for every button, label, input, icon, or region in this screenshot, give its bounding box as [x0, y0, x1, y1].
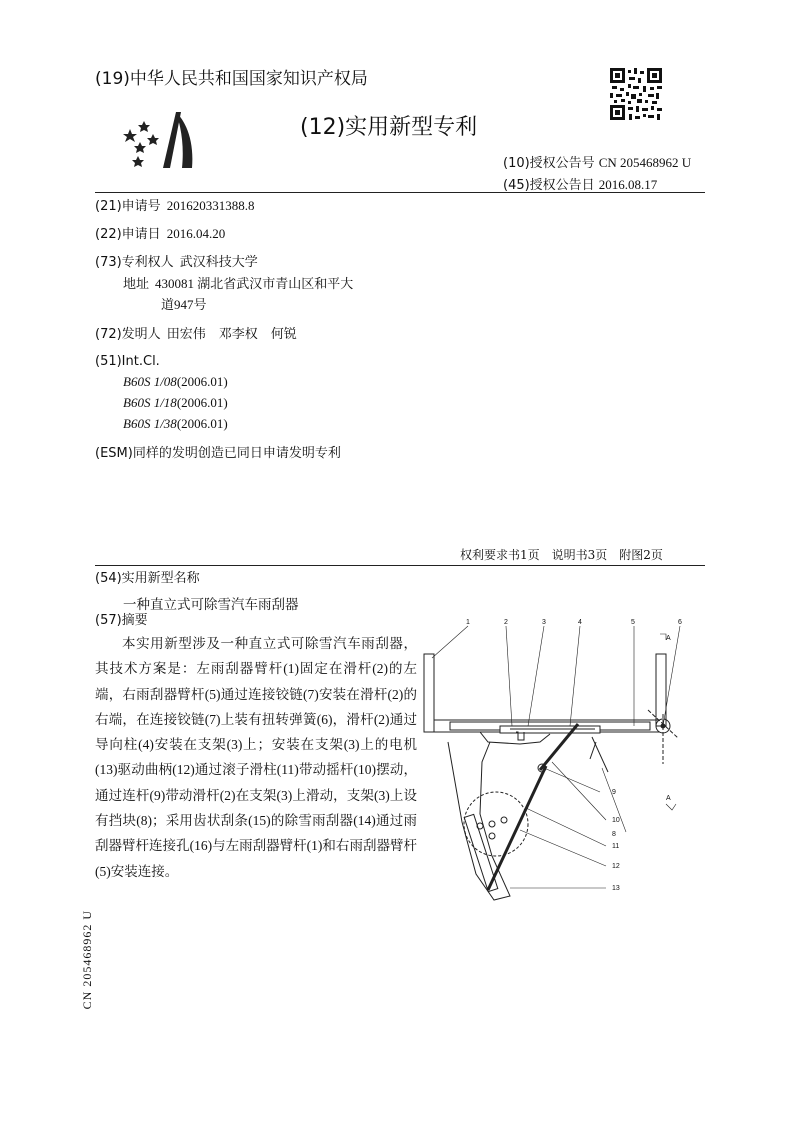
title-label: (54)实用新型名称 — [95, 571, 200, 586]
side-publication-code: CN 205468962 U — [80, 910, 94, 1010]
figure-label-3: 3 — [542, 619, 546, 626]
ipc-label: (51)Int.Cl. — [95, 354, 160, 369]
figure-label-6: 6 — [678, 619, 682, 626]
esm-note: (ESM)同样的发明创造已同日申请发明专利 — [95, 446, 341, 461]
figure-label-2: 2 — [504, 619, 508, 626]
publication-date-label: (45)授权公告日 — [503, 178, 595, 193]
abstract-text: 本实用新型涉及一种直立式可除雪汽车雨刮器，其技术方案是：左雨刮器臂杆(1)固定在滑杆(2)的左端，右雨刮器臂杆(5)通过连接铰链(7)安装在滑杆(2)的右端，在连接铰链(7)上装有扭转弹簧(6)，滑杆(2)通过导向柱(4)安装在支架(3)上；安装在支架(3)上的电机(13)驱动曲柄(12)通过滚子滑柱(11)带动摇杆(10)摆动，通过连杆(9)带动滑杆(2)在支架(3)上滑动，支架(3)上设有挡块(8)；采用齿状刮条(15)的除雪雨刮器(14)通过雨刮器臂杆连接孔(16)与左雨刮器臂杆(1)和右雨刮器臂杆(5)安装连接。 — [95, 636, 417, 879]
ipc-class-2: B60S 1/18(2006.01) — [123, 395, 228, 410]
left-wiper-arm — [424, 654, 434, 732]
address — [123, 274, 353, 295]
publication-date — [503, 174, 657, 193]
application-date — [95, 224, 225, 245]
publication-number-value: CN 205468962 U — [598, 155, 692, 170]
ipc-class-1: B60S 1/08(2006.01) — [123, 374, 228, 389]
header-divider — [95, 192, 705, 193]
application-date-label: (22)申请日 — [95, 227, 161, 242]
inventors-label: (72)发明人 — [95, 327, 161, 342]
address-line-1: 430081 湖北省武汉市青山区和平大 — [155, 276, 354, 291]
publication-date-value: 2016.08.17 — [598, 177, 658, 192]
section-label-bottom: A — [666, 795, 671, 802]
summary-divider — [95, 565, 705, 566]
utility-model-title: 一种直立式可除雪汽车雨刮器 — [123, 597, 299, 613]
publication-number-label: (10)授权公告号 — [503, 156, 595, 171]
figure-label-4: 4 — [578, 619, 582, 626]
wiper-mechanism-drawing — [420, 614, 710, 904]
figure-label-11: 11 — [612, 843, 620, 850]
publication-number — [503, 152, 691, 171]
application-number-value: 201620331388.8 — [166, 198, 255, 213]
figure-label-9: 9 — [612, 789, 616, 796]
patentee — [95, 252, 258, 273]
pages-summary: 权利要求书1页 说明书3页 附图2页 — [460, 548, 663, 562]
document-type: (12)实用新型专利 — [300, 115, 478, 140]
section-label-top: A — [666, 635, 671, 642]
figure-label-1: 1 — [466, 619, 470, 626]
qr-code-icon — [610, 68, 662, 120]
figure-label-10: 10 — [612, 817, 620, 824]
inventors-value: 田宏伟 邓李权 何锐 — [166, 326, 297, 341]
figure-label-8: 8 — [612, 831, 616, 838]
office-name: (19)中华人民共和国国家知识产权局 — [95, 69, 368, 89]
ipc-class-3: B60S 1/38(2006.01) — [123, 416, 228, 431]
address-label: 地址 — [123, 277, 150, 292]
patentee-label: (73)专利权人 — [95, 255, 174, 270]
abstract-label: (57)摘要 — [95, 613, 148, 628]
right-wiper-arm — [656, 654, 666, 726]
cnipa-logo-icon — [118, 108, 198, 170]
application-number-label: (21)申请号 — [95, 199, 161, 214]
application-number — [95, 196, 254, 217]
inventors — [95, 324, 297, 345]
figure-label-13: 13 — [612, 885, 620, 892]
patentee-value: 武汉科技大学 — [179, 254, 258, 269]
figure-label-5: 5 — [631, 619, 635, 626]
figure-label-12: 12 — [612, 863, 620, 870]
address-line-2: 道947号 — [161, 297, 207, 312]
application-date-value: 2016.04.20 — [166, 226, 226, 241]
